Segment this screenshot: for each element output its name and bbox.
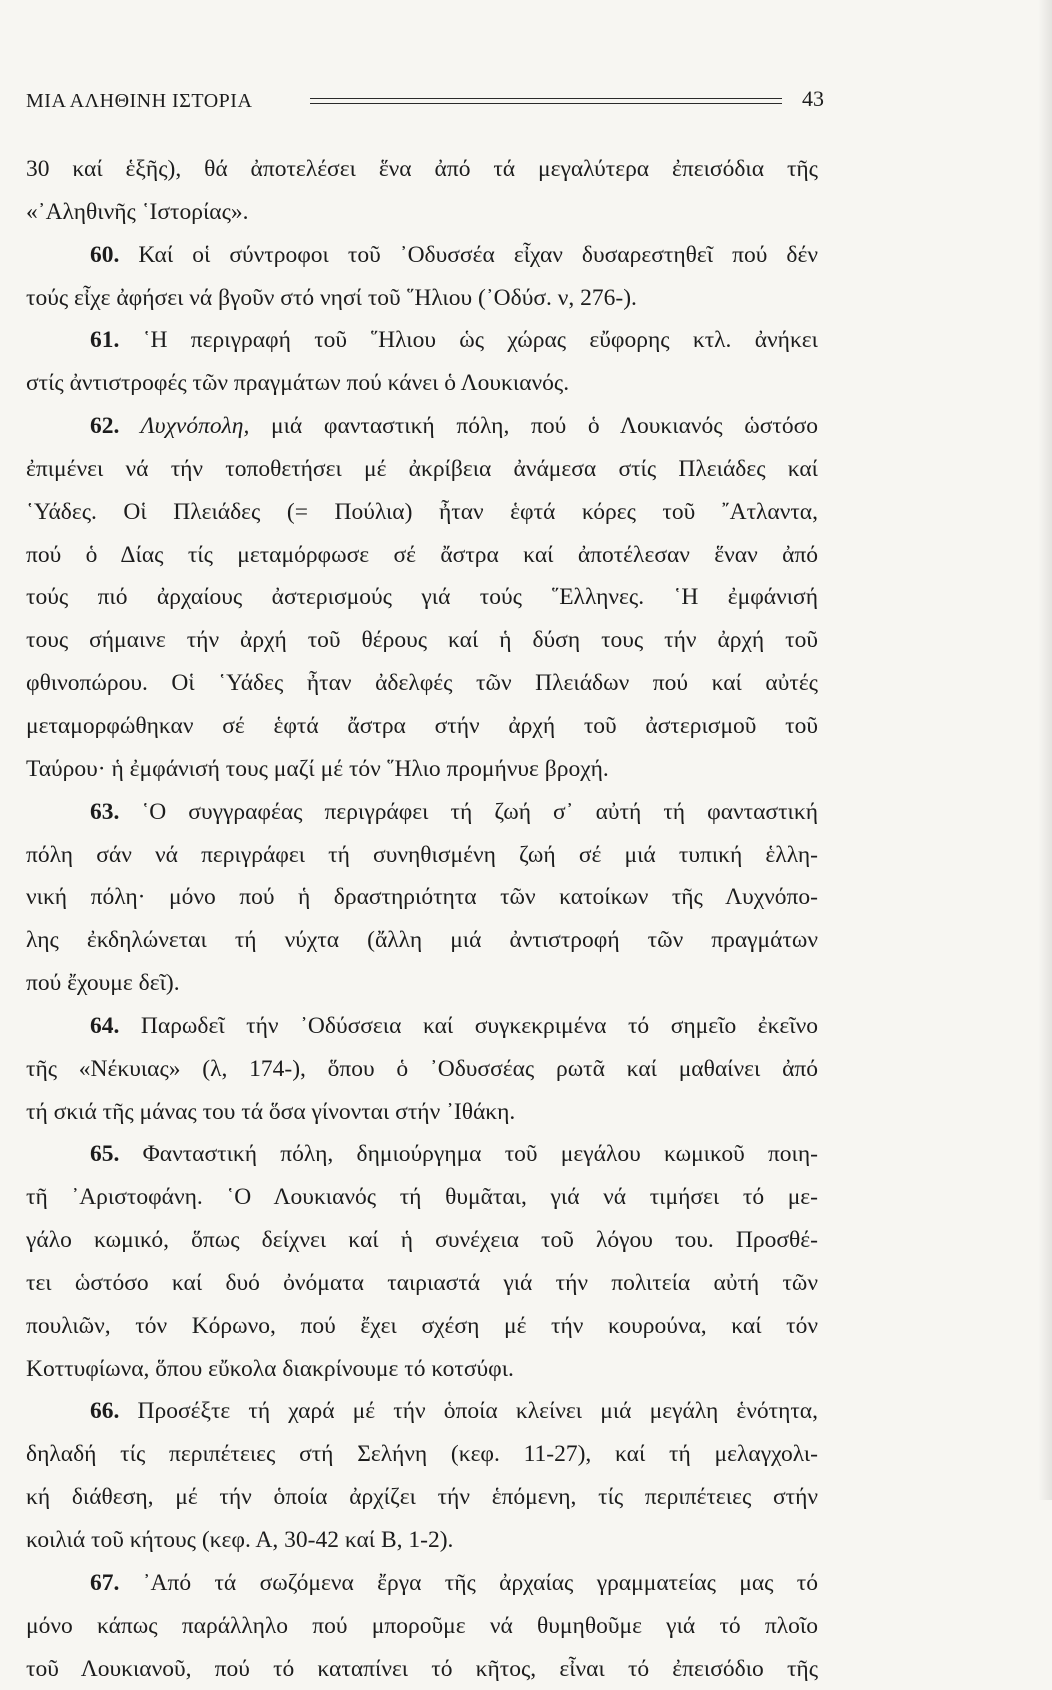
text-line: δηλαδή τίς περιπέτειες στή Σελήνη (κεφ. 11-27), καί τή μελαγχολι- [26, 1441, 818, 1468]
note-61: 61. ῾Η περιγραφή τοῦ ῞Ηλιου ὡς χώρας εὔφορης κτλ. ἀνήκει [90, 327, 818, 354]
text-line: μεταμορφώθηκαν σέ ἑφτά ἄστρα στήν ἀρχή τοῦ ἀστερισμοῦ τοῦ [26, 712, 818, 739]
text-line: φθινοπώρου. Οἱ ῾Υάδες ἦταν ἀδελφές τῶν Πλειάδων πού καί αὐτές [26, 670, 818, 697]
note-60: 60. Καί οἱ σύντροφοι τοῦ ᾿Οδυσσέα εἶχαν δυσαρεστηθεῖ πού δέν [90, 241, 818, 268]
text-line: Κοττυφίωνα, ὅπου εὔκολα διακρίνουμε τό κοτσύφι. [26, 1355, 514, 1382]
text-line: πουλιῶν, τόν Κόρωνο, πού ἔχει σχέση μέ τήν κουρούνα, καί τόν [26, 1312, 818, 1339]
text-line: «᾿Αληθινῆς ῾Ιστορίας». [26, 198, 249, 225]
text-line: πού ἔχουμε δεῖ). [26, 970, 180, 997]
notes-text [26, 148, 818, 1690]
note-65: 65. Φανταστική πόλη, δημιούργημα τοῦ μεγάλου κωμικοῦ ποιη- [90, 1141, 818, 1168]
note-number: 60. [90, 241, 120, 268]
header-double-rule [310, 98, 782, 104]
page-edge-shadow [1038, 0, 1052, 1500]
note-number: 67. [90, 1569, 120, 1596]
text-line: κοιλιά τοῦ κήτους (κεφ. Α, 30-42 καί Β, 1-2). [26, 1527, 454, 1553]
text-line: πόλη σάν νά περιγράφει τή συνηθισμένη ζωή σέ μιά τυπική ἑλλη- [26, 841, 818, 868]
text-line: λης ἐκδηλώνεται τή νύχτα (ἄλλη μιά ἀντιστροφή τῶν πραγμάτων [26, 927, 818, 954]
text-line: γάλο κωμικό, ὅπως δείχνει καί ἡ συνέχεια τοῦ λόγου του. Προσθέ- [26, 1227, 818, 1254]
text-line: μόνο κάπως παράλληλο πού μποροῦμε νά θυμηθοῦμε γιά τό πλοῖο [26, 1612, 818, 1639]
note-number: 62. [90, 413, 120, 440]
text-line: τῆς «Νέκυιας» (λ, 174-), ὅπου ὁ ᾿Οδυσσέας ρωτᾶ καί μαθαίνει ἀπό [26, 1055, 818, 1082]
text-line: ῾Υάδες. Οἱ Πλειάδες (= Πούλια) ἦταν ἑφτά κόρες τοῦ ῎Ατλαντα, [26, 498, 818, 525]
text-line: πού ὁ Δίας τίς μεταμόρφωσε σέ ἄστρα καί ἀποτέλεσαν ἕναν ἀπό [26, 541, 818, 568]
text-line: νική πόλη· μόνο πού ἡ δραστηριότητα τῶν κατοίκων τῆς Λυχνόπο- [26, 884, 818, 911]
text-line: ἐπιμένει νά τήν τοποθετήσει μέ ἀκρίβεια ἀνάμεσα στίς Πλειάδες καί [26, 455, 818, 482]
note-number: 65. [90, 1141, 120, 1168]
text-line: Ταύρου· ἡ ἐμφάνισή τους μαζί μέ τόν ῞Ηλιο προμήνυε βροχή. [26, 755, 609, 782]
text-line: τῆ ᾿Αριστοφάνη. ῾Ο Λουκιανός τή θυμᾶται, γιά νά τιμήσει τό με- [26, 1184, 818, 1211]
text-line: τούς πιό ἀρχαίους ἀστερισμούς γιά τούς ῞Ελληνες. ῾Η ἐμφάνισή [26, 584, 818, 611]
text-line: τους σήμαινε τήν ἀρχή τοῦ θέρους καί ἡ δύση τους τήν ἀρχή τοῦ [26, 627, 818, 654]
text-line: 30 καί ἑξῆς), θά ἀποτελέσει ἕνα ἀπό τά μεγαλύτερα ἐπεισόδια τῆς [26, 156, 818, 182]
running-title: ΜΙΑ ΑΛΗΘΙΝΗ ΙΣΤΟΡΙΑ [26, 90, 253, 112]
note-66: 66. Προσέξτε τή χαρά μέ τήν ὁποία κλείνει μιά μεγάλη ἑνότητα, [90, 1398, 818, 1425]
text-line: τούς εἶχε ἀφήσει νά βγοῦν στό νησί τοῦ ῞Ηλιου (᾿Οδύσ. ν, 276-). [26, 284, 637, 311]
running-header [26, 86, 824, 118]
text-line: κή διάθεση, μέ τήν ὁποία ἀρχίζει τήν ἑπόμενη, τίς περιπέτειες στήν [26, 1484, 818, 1511]
note-62: 62. Λυχνόπολη, μιά φανταστική πόλη, πού ὁ Λουκιανός ὡστόσο [90, 413, 818, 440]
text-line: στίς ἀντιστροφές τῶν πραγμάτων πού κάνει ὁ Λουκιανός. [26, 370, 570, 397]
note-64: 64. Παρωδεῖ τήν ᾿Οδύσσεια καί συγκεκριμένα τό σημεῖο ἐκεῖνο [90, 1012, 818, 1039]
text-line: τει ὡστόσο καί δυό ὀνόματα ταιριαστά γιά τήν πολιτεία αὐτή τῶν [26, 1269, 818, 1296]
text-line: τή σκιά τῆς μάνας του τά ὅσα γίνονται στήν ᾿Ιθάκη. [26, 1098, 516, 1125]
note-number: 61. [90, 327, 120, 354]
note-67: 67. ᾿Από τά σωζόμενα ἔργα τῆς ἀρχαίας γραμματείας μας τό [90, 1569, 818, 1596]
text-line: τοῦ Λουκιανοῦ, πού τό καταπίνει τό κῆτος, εἶναι τό ἐπεισόδιο τῆς [26, 1655, 818, 1682]
note-number: 64. [90, 1012, 120, 1039]
note-number: 66. [90, 1398, 120, 1425]
note-number: 63. [90, 798, 120, 825]
italic-term: Λυχνόπολη, [119, 413, 250, 440]
note-63: 63. ῾Ο συγγραφέας περιγράφει τή ζωή σ᾿ αὐτή τή φανταστική [90, 798, 818, 825]
page-number: 43 [802, 86, 824, 111]
